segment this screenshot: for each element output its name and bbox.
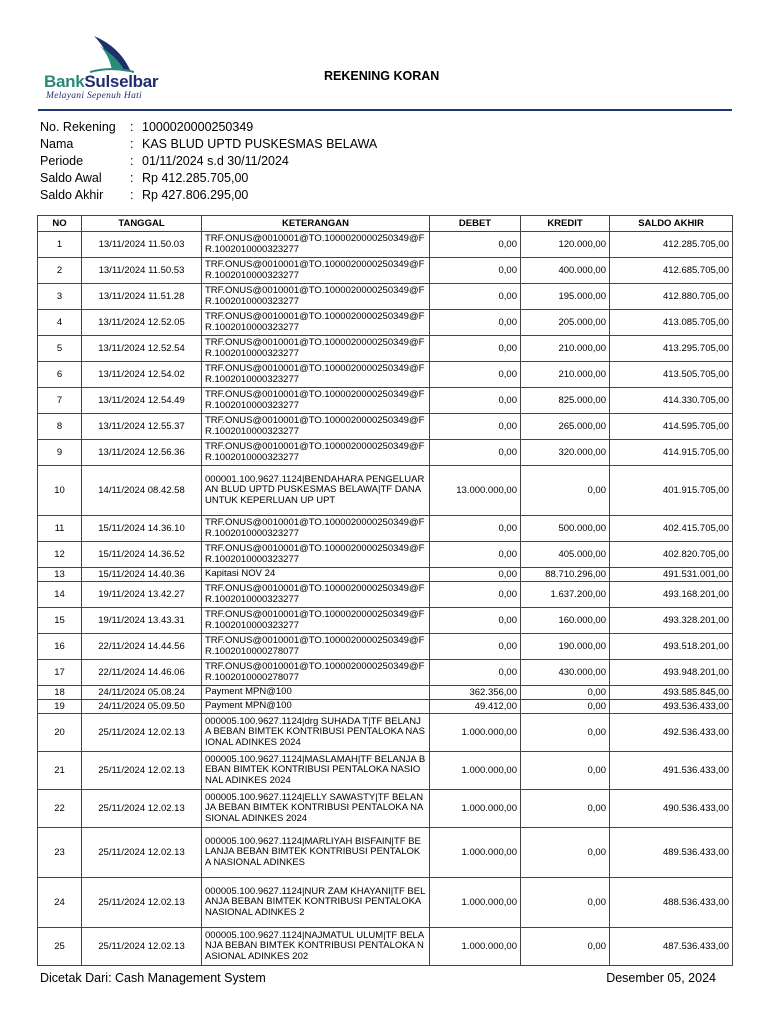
table-row <box>38 790 733 828</box>
cell-debet: 1.000.000,00 <box>430 714 521 752</box>
cell-saldo-akhir: 414.915.705,00 <box>610 440 733 466</box>
cell-debet: 0,00 <box>430 336 521 362</box>
cell-no: 14 <box>38 582 82 608</box>
cell-kredit: 0,00 <box>521 752 610 790</box>
cell-debet: 0,00 <box>430 388 521 414</box>
table-row <box>38 752 733 790</box>
cell-debet: 0,00 <box>430 660 521 686</box>
cell-kredit: 0,00 <box>521 878 610 928</box>
cell-no: 7 <box>38 388 82 414</box>
account-info-row <box>40 119 377 136</box>
cell-kredit: 265.000,00 <box>521 414 610 440</box>
cell-saldo-akhir: 493.168.201,00 <box>610 582 733 608</box>
cell-tanggal: 25/11/2024 12.02.13 <box>82 752 202 790</box>
cell-keterangan: TRF.ONUS@0010001@TO.1000020000250349@FR.1002010000323277 <box>202 440 430 466</box>
cell-keterangan: Payment MPN@100 <box>202 686 430 700</box>
cell-tanggal: 13/11/2024 12.54.49 <box>82 388 202 414</box>
transactions-table-body <box>38 232 733 966</box>
cell-saldo-akhir: 412.880.705,00 <box>610 284 733 310</box>
cell-no: 16 <box>38 634 82 660</box>
cell-keterangan: TRF.ONUS@0010001@TO.1000020000250349@FR.1002010000323277 <box>202 284 430 310</box>
cell-tanggal: 25/11/2024 12.02.13 <box>82 928 202 966</box>
cell-debet: 362.356,00 <box>430 686 521 700</box>
cell-debet: 0,00 <box>430 232 521 258</box>
bank-logo <box>40 34 180 104</box>
cell-tanggal: 15/11/2024 14.36.10 <box>82 516 202 542</box>
cell-tanggal: 13/11/2024 11.50.53 <box>82 258 202 284</box>
cell-tanggal: 22/11/2024 14.46.06 <box>82 660 202 686</box>
table-row <box>38 310 733 336</box>
cell-kredit: 0,00 <box>521 686 610 700</box>
cell-debet: 0,00 <box>430 258 521 284</box>
cell-debet: 0,00 <box>430 516 521 542</box>
cell-tanggal: 15/11/2024 14.40.36 <box>82 568 202 582</box>
cell-kredit: 0,00 <box>521 466 610 516</box>
page-title: REKENING KORAN <box>324 69 440 83</box>
table-header-row <box>38 216 733 232</box>
cell-kredit: 88.710.296,00 <box>521 568 610 582</box>
table-row <box>38 700 733 714</box>
transactions-table <box>37 215 733 966</box>
cell-no: 4 <box>38 310 82 336</box>
cell-tanggal: 15/11/2024 14.36.52 <box>82 542 202 568</box>
column-header-tanggal: TANGGAL <box>82 216 202 232</box>
cell-debet: 49.412,00 <box>430 700 521 714</box>
cell-no: 23 <box>38 828 82 878</box>
cell-keterangan: 000005.100.9627.1124|ELLY SAWASTY|TF BELANJA BEBAN BIMTEK KONTRIBUSI PENTALOKA NASIONAL ADINKES 2024 <box>202 790 430 828</box>
cell-kredit: 430.000,00 <box>521 660 610 686</box>
table-row <box>38 828 733 878</box>
table-row <box>38 686 733 700</box>
account-number-value: 1000020000250349 <box>142 120 254 134</box>
cell-kredit: 0,00 <box>521 928 610 966</box>
cell-saldo-akhir: 402.820.705,00 <box>610 542 733 568</box>
cell-keterangan: TRF.ONUS@0010001@TO.1000020000250349@FR.1002010000323277 <box>202 516 430 542</box>
cell-saldo-akhir: 413.085.705,00 <box>610 310 733 336</box>
cell-tanggal: 14/11/2024 08.42.58 <box>82 466 202 516</box>
table-row <box>38 516 733 542</box>
cell-no: 12 <box>38 542 82 568</box>
cell-saldo-akhir: 412.685.705,00 <box>610 258 733 284</box>
cell-no: 18 <box>38 686 82 700</box>
cell-no: 2 <box>38 258 82 284</box>
table-row <box>38 878 733 928</box>
cell-saldo-akhir: 493.585.845,00 <box>610 686 733 700</box>
cell-no: 24 <box>38 878 82 928</box>
cell-keterangan: TRF.ONUS@0010001@TO.1000020000250349@FR.1002010000323277 <box>202 582 430 608</box>
account-info-row <box>40 153 377 170</box>
column-header-kredit: KREDIT <box>521 216 610 232</box>
cell-keterangan: 000001.100.9627.1124|BENDAHARA PENGELUARAN BLUD UPTD PUSKESMAS BELAWA|TF DANA UNTUK KEPERLUAN UP UPT <box>202 466 430 516</box>
cell-no: 15 <box>38 608 82 634</box>
cell-no: 5 <box>38 336 82 362</box>
table-row <box>38 388 733 414</box>
cell-saldo-akhir: 493.536.433,00 <box>610 700 733 714</box>
cell-kredit: 0,00 <box>521 828 610 878</box>
cell-saldo-akhir: 491.531.001,00 <box>610 568 733 582</box>
cell-tanggal: 13/11/2024 12.54.02 <box>82 362 202 388</box>
cell-keterangan: Kapitasi NOV 24 <box>202 568 430 582</box>
cell-debet: 0,00 <box>430 414 521 440</box>
bank-logo-tagline: Melayani Sepenuh Hati <box>46 91 142 101</box>
cell-tanggal: 25/11/2024 12.02.13 <box>82 714 202 752</box>
table-row <box>38 232 733 258</box>
cell-keterangan: Payment MPN@100 <box>202 700 430 714</box>
table-row <box>38 284 733 310</box>
cell-tanggal: 24/11/2024 05.09.50 <box>82 700 202 714</box>
account-number-label: No. Rekening <box>40 120 116 134</box>
cell-debet: 0,00 <box>430 440 521 466</box>
cell-no: 19 <box>38 700 82 714</box>
cell-debet: 1.000.000,00 <box>430 928 521 966</box>
cell-no: 10 <box>38 466 82 516</box>
account-name-label: Nama <box>40 137 74 151</box>
cell-no: 25 <box>38 928 82 966</box>
cell-debet: 1.000.000,00 <box>430 752 521 790</box>
cell-no: 22 <box>38 790 82 828</box>
table-row <box>38 660 733 686</box>
cell-keterangan: 000005.100.9627.1124|NUR ZAM KHAYANI|TF BELANJA BEBAN BIMTEK KONTRIBUSI PENTALOKA NASIONAL ADINKES 2 <box>202 878 430 928</box>
table-row <box>38 466 733 516</box>
info-separator: : <box>130 120 134 134</box>
cell-kredit: 405.000,00 <box>521 542 610 568</box>
cell-keterangan: 000005.100.9627.1124|drg SUHADA T|TF BELANJA BEBAN BIMTEK KONTRIBUSI PENTALOKA NASIONAL ADINKES 2024 <box>202 714 430 752</box>
bank-logo-text: BankSulselbar <box>44 72 159 91</box>
cell-saldo-akhir: 487.536.433,00 <box>610 928 733 966</box>
cell-keterangan: TRF.ONUS@0010001@TO.1000020000250349@FR.1002010000323277 <box>202 336 430 362</box>
cell-tanggal: 13/11/2024 12.56.36 <box>82 440 202 466</box>
cell-saldo-akhir: 493.518.201,00 <box>610 634 733 660</box>
column-header-debet: DEBET <box>430 216 521 232</box>
cell-saldo-akhir: 401.915.705,00 <box>610 466 733 516</box>
table-row <box>38 542 733 568</box>
cell-keterangan: TRF.ONUS@0010001@TO.1000020000250349@FR.1002010000323277 <box>202 362 430 388</box>
cell-debet: 0,00 <box>430 542 521 568</box>
cell-keterangan: TRF.ONUS@0010001@TO.1000020000250349@FR.1002010000278077 <box>202 660 430 686</box>
column-header-saldo-akhir: SALDO AKHIR <box>610 216 733 232</box>
cell-no: 1 <box>38 232 82 258</box>
account-name-value: KAS BLUD UPTD PUSKESMAS BELAWA <box>142 137 378 151</box>
cell-tanggal: 13/11/2024 11.50.03 <box>82 232 202 258</box>
cell-no: 6 <box>38 362 82 388</box>
cell-tanggal: 24/11/2024 05.08.24 <box>82 686 202 700</box>
cell-debet: 0,00 <box>430 284 521 310</box>
cell-saldo-akhir: 492.536.433,00 <box>610 714 733 752</box>
cell-tanggal: 19/11/2024 13.42.27 <box>82 582 202 608</box>
cell-kredit: 320.000,00 <box>521 440 610 466</box>
table-row <box>38 582 733 608</box>
cell-debet: 0,00 <box>430 310 521 336</box>
cell-no: 8 <box>38 414 82 440</box>
cell-keterangan: TRF.ONUS@0010001@TO.1000020000250349@FR.1002010000323277 <box>202 232 430 258</box>
info-separator: : <box>130 171 134 185</box>
cell-saldo-akhir: 413.295.705,00 <box>610 336 733 362</box>
cell-saldo-akhir: 493.328.201,00 <box>610 608 733 634</box>
cell-keterangan: 000005.100.9627.1124|MARLIYAH BISFAIN|TF BELANJA BEBAN BIMTEK KONTRIBUSI PENTALOKA NASIONAL ADINKES <box>202 828 430 878</box>
table-row <box>38 634 733 660</box>
cell-no: 20 <box>38 714 82 752</box>
cell-saldo-akhir: 489.536.433,00 <box>610 828 733 878</box>
cell-tanggal: 13/11/2024 12.52.05 <box>82 310 202 336</box>
cell-no: 21 <box>38 752 82 790</box>
cell-debet: 0,00 <box>430 362 521 388</box>
cell-kredit: 205.000,00 <box>521 310 610 336</box>
closing-balance-value: Rp 427.806.295,00 <box>142 188 249 202</box>
column-header-no: NO <box>38 216 82 232</box>
cell-kredit: 400.000,00 <box>521 258 610 284</box>
info-separator: : <box>130 154 134 168</box>
footer-date: Desember 05, 2024 <box>606 971 716 985</box>
cell-tanggal: 13/11/2024 12.52.54 <box>82 336 202 362</box>
cell-tanggal: 13/11/2024 12.55.37 <box>82 414 202 440</box>
cell-keterangan: TRF.ONUS@0010001@TO.1000020000250349@FR.1002010000323277 <box>202 542 430 568</box>
cell-tanggal: 25/11/2024 12.02.13 <box>82 828 202 878</box>
cell-tanggal: 22/11/2024 14.44.56 <box>82 634 202 660</box>
cell-kredit: 190.000,00 <box>521 634 610 660</box>
info-separator: : <box>130 188 134 202</box>
cell-saldo-akhir: 490.536.433,00 <box>610 790 733 828</box>
cell-keterangan: TRF.ONUS@0010001@TO.1000020000250349@FR.1002010000323277 <box>202 388 430 414</box>
cell-no: 9 <box>38 440 82 466</box>
cell-tanggal: 13/11/2024 11.51.28 <box>82 284 202 310</box>
cell-keterangan: TRF.ONUS@0010001@TO.1000020000250349@FR.1002010000323277 <box>202 608 430 634</box>
cell-saldo-akhir: 488.536.433,00 <box>610 878 733 928</box>
cell-kredit: 120.000,00 <box>521 232 610 258</box>
cell-no: 13 <box>38 568 82 582</box>
table-row <box>38 440 733 466</box>
footer-printed-from: Dicetak Dari: Cash Management System <box>40 971 266 985</box>
cell-debet: 1.000.000,00 <box>430 790 521 828</box>
cell-debet: 0,00 <box>430 568 521 582</box>
table-row <box>38 258 733 284</box>
cell-kredit: 195.000,00 <box>521 284 610 310</box>
account-info-row <box>40 187 377 204</box>
cell-no: 11 <box>38 516 82 542</box>
closing-balance-label: Saldo Akhir <box>40 188 104 202</box>
cell-debet: 13.000.000,00 <box>430 466 521 516</box>
cell-kredit: 210.000,00 <box>521 362 610 388</box>
cell-keterangan: TRF.ONUS@0010001@TO.1000020000250349@FR.1002010000278077 <box>202 634 430 660</box>
table-row <box>38 928 733 966</box>
opening-balance-value: Rp 412.285.705,00 <box>142 171 249 185</box>
cell-tanggal: 19/11/2024 13.43.31 <box>82 608 202 634</box>
cell-no: 17 <box>38 660 82 686</box>
cell-kredit: 825.000,00 <box>521 388 610 414</box>
opening-balance-label: Saldo Awal <box>40 171 102 185</box>
period-label: Periode <box>40 154 84 168</box>
cell-saldo-akhir: 402.415.705,00 <box>610 516 733 542</box>
table-row <box>38 714 733 752</box>
account-info-row <box>40 170 377 187</box>
column-header-keterangan: KETERANGAN <box>202 216 430 232</box>
cell-kredit: 160.000,00 <box>521 608 610 634</box>
cell-kredit: 0,00 <box>521 700 610 714</box>
cell-keterangan: TRF.ONUS@0010001@TO.1000020000250349@FR.1002010000323277 <box>202 310 430 336</box>
account-info-row <box>40 136 377 153</box>
cell-kredit: 1.637.200,00 <box>521 582 610 608</box>
cell-kredit: 210.000,00 <box>521 336 610 362</box>
table-row <box>38 336 733 362</box>
table-row <box>38 608 733 634</box>
cell-no: 3 <box>38 284 82 310</box>
cell-saldo-akhir: 493.948.201,00 <box>610 660 733 686</box>
table-row <box>38 414 733 440</box>
period-value: 01/11/2024 s.d 30/11/2024 <box>142 154 289 168</box>
cell-debet: 0,00 <box>430 582 521 608</box>
cell-keterangan: 000005.100.9627.1124|NAJMATUL ULUM|TF BELANJA BEBAN BIMTEK KONTRIBUSI PENTALOKA NASIONAL ADINKES 202 <box>202 928 430 966</box>
cell-kredit: 0,00 <box>521 714 610 752</box>
table-row <box>38 568 733 582</box>
cell-saldo-akhir: 412.285.705,00 <box>610 232 733 258</box>
table-row <box>38 362 733 388</box>
cell-debet: 1.000.000,00 <box>430 828 521 878</box>
cell-keterangan: TRF.ONUS@0010001@TO.1000020000250349@FR.1002010000323277 <box>202 258 430 284</box>
cell-saldo-akhir: 414.595.705,00 <box>610 414 733 440</box>
info-separator: : <box>130 137 134 151</box>
cell-debet: 1.000.000,00 <box>430 878 521 928</box>
account-info <box>40 119 377 204</box>
cell-tanggal: 25/11/2024 12.02.13 <box>82 790 202 828</box>
cell-tanggal: 25/11/2024 12.02.13 <box>82 878 202 928</box>
cell-debet: 0,00 <box>430 608 521 634</box>
cell-kredit: 500.000,00 <box>521 516 610 542</box>
cell-saldo-akhir: 413.505.705,00 <box>610 362 733 388</box>
cell-keterangan: 000005.100.9627.1124|MASLAMAH|TF BELANJA BEBAN BIMTEK KONTRIBUSI PENTALOKA NASIONAL ADINKES 2024 <box>202 752 430 790</box>
cell-keterangan: TRF.ONUS@0010001@TO.1000020000250349@FR.1002010000323277 <box>202 414 430 440</box>
cell-saldo-akhir: 491.536.433,00 <box>610 752 733 790</box>
header-divider <box>38 109 732 111</box>
cell-saldo-akhir: 414.330.705,00 <box>610 388 733 414</box>
bank-logo-sail-icon <box>90 34 134 74</box>
cell-kredit: 0,00 <box>521 790 610 828</box>
cell-debet: 0,00 <box>430 634 521 660</box>
